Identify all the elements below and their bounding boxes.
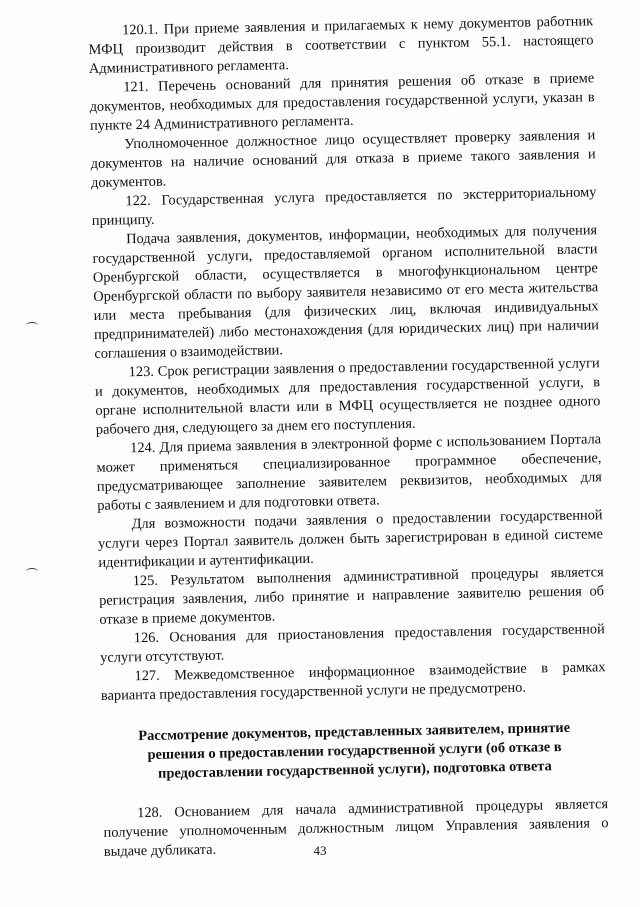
paragraph-125: 125. Результатом выполнения административной процедуры является регистрация заявления, либо принятие и направление заявителю решения об отказе в приеме документов. (98, 564, 605, 628)
paragraph-121: 121. Перечень оснований для принятия решения об отказе в приеме документов, необходимых для предоставления государственной услуги, указан в пункте 24 Административного регламента. (89, 70, 595, 134)
paragraph-128: 128. Основанием для начала административной процедуры является получение уполномоченным должностным лицом Управления заявления о выдаче дубликата. (103, 796, 609, 860)
section-heading: Рассмотрение документов, представленных заявителем, принятие решения о предоставлении государственной услуги (об отказе в предоставлении государственной услуги), подготовка ответа (138, 719, 571, 782)
paragraph-portal-registration: Для возможности подачи заявления о предоставлении государственной услуги через Портал заявитель должен быть зарегистрирован в единой системе идентификации и аутентификации. (97, 507, 604, 571)
paragraph-124: 124. Для приема заявления в электронной форме с использованием Портала может применяться специализированное программное обеспечение, предусматривающее заполнение заявителем реквизитов, необходимых для работы с заявлением и для подготовки ответа. (96, 431, 602, 514)
paragraph-126: 126. Основания для приостановления предоставления государственной услуги отсутствуют. (100, 621, 605, 666)
paragraph-120-1: 120.1. При приеме заявления и прилагаемых к нему документов работник МФЦ производит действия в соответствии с пунктом 55.1. настоящего Административного регламента. (88, 13, 594, 77)
paragraph-123: 123. Срок регистрации заявления о предоставлении государственной услуги и документов, необходимых для предоставления государственной услуги, в органе исполнительной власти или в МФЦ осуществляется не позднее одного рабочего дня, следующего за днем его поступления. (94, 355, 601, 438)
page-number: 43 (313, 843, 327, 858)
paragraph-127: 127. Межведомственное информационное взаимодействие в рамках варианта предоставления государственной услуги не предусмотрено. (100, 659, 606, 704)
document-body (88, 12, 609, 862)
paragraph-122: 122. Государственная услуга предоставляется по экстерриториальному принципу. (91, 184, 597, 229)
margin-mark (26, 568, 38, 575)
paragraph-verification: Уполномоченное должностное лицо осуществляет проверку заявления и документов на наличие оснований для отказа в приеме такого заявления и документов. (90, 127, 596, 191)
margin-mark (26, 322, 38, 329)
paragraph-submission: Подача заявления, документов, информации, необходимых для получения государственной услуги, предоставляемой органом исполнительной власти Оренбургской области, осуществляется в многофункциональном центре Оренбургской области по выбору заявителя независимо от его места жительства или места пребывания (для физических лиц, включая индивидуальных предпринимателей) либо местонахождения (для юридических лиц) при наличии соглашения о взаимодействии. (92, 222, 600, 362)
